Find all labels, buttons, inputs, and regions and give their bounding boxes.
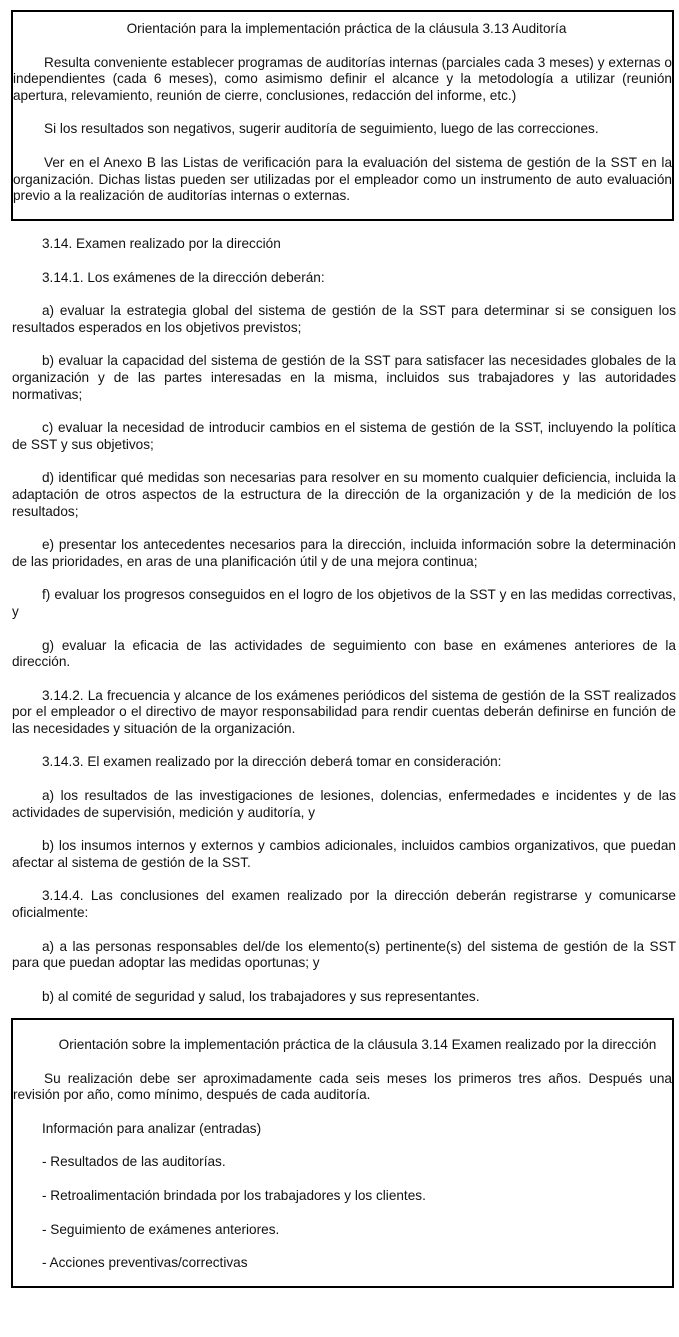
s1-item-a: a) evaluar la estrategia global del sistema de gestión de la SST para determinar si se consiguen los resultados esperados en los objetivos previstos; [12, 303, 676, 335]
s1-item-d: d) identificar qué medidas son necesarias para resolver en su momento cualquier deficiencia, incluida la adaptación de otros aspectos de la estructura de la dirección de la organización y de la medición de los resultados; [12, 470, 676, 519]
box2-title: Orientación sobre la implementación práctica de la cláusula 3.14 Examen realizado por la dirección [58, 1037, 657, 1052]
box1-paragraph-1: Resulta conveniente establecer programas de auditorías internas (parciales cada 3 meses) y externas o independientes (cada 6 meses), como asimismo definir el alcance y la metodología a utilizar (reunión apertura, relevamiento, reunión de cierre, conclusiones, redacción del informe, etc.) [13, 54, 672, 103]
box1-paragraph-2: Si los resultados son negativos, sugerir auditoría de seguimiento, luego de las correcciones. [44, 121, 599, 137]
box2-item-1: - Resultados de las auditorías. [42, 1154, 226, 1170]
s1-title: 3.14.1. Los exámenes de la dirección deberán: [42, 269, 325, 285]
box2-intro: Su realización debe ser aproximadamente cada seis meses los primeros tres años. Después una revisión por año, como mínimo, después de cada auditoría. [13, 1070, 672, 1103]
box1-title: Orientación para la implementación práctica de la cláusula 3.13 Auditoría [126, 21, 567, 36]
box2-item-2: - Retroalimentación brindada por los trabajadores y los clientes. [42, 1187, 426, 1203]
s4-title: 3.14.4. Las conclusiones del examen realizado por la dirección deberán registrarse y comunicarse oficialmente: [12, 888, 676, 921]
s3-title: 3.14.3. El examen realizado por la dirección deberá tomar en consideración: [42, 754, 502, 770]
s1-item-g: g) evaluar la eficacia de las actividades de seguimiento con base en exámenes anteriores de la dirección. [12, 637, 676, 670]
s4-item-b: b) al comité de seguridad y salud, los trabajadores y sus representantes. [42, 988, 480, 1004]
main-content [12, 236, 676, 1022]
s1-item-f: f) evaluar los progresos conseguidos en el logro de los objetivos de la SST y en las medidas correctivas, y [12, 587, 676, 619]
section-title: 3.14. Examen realizado por la dirección [42, 236, 281, 251]
s4-item-a: a) a las personas responsables del/de los elemento(s) pertinente(s) del sistema de gestión de la SST para que puedan adoptar las medidas oportunas; y [12, 938, 676, 971]
box2-item-3: - Seguimiento de exámenes anteriores. [42, 1221, 280, 1237]
s1-item-b: b) evaluar la capacidad del sistema de gestión de la SST para satisfacer las necesidades globales de la organización y de las partes interesadas en la misma, incluidos sus trabajadores y las autoridades normativas; [12, 353, 676, 402]
s3-item-b: b) los insumos internos y externos y cambios adicionales, incluidos cambios organizativos, que puedan afectar al sistema de gestión de la SST. [12, 838, 676, 870]
s2-paragraph: 3.14.2. La frecuencia y alcance de los exámenes periódicos del sistema de gestión de la SST realizados por el empleador o el directivo de mayor responsabilidad para rendir cuentas deberán definirse en función de las necesidades y situación de la organización. [12, 687, 676, 736]
guidance-box-3-13 [11, 10, 674, 221]
box2-list-title: Información para analizar (entradas) [42, 1120, 262, 1136]
box2-item-4: - Acciones preventivas/correctivas [42, 1255, 248, 1271]
s1-item-e: e) presentar los antecedentes necesarios para la dirección, incluida información sobre la determinación de las prioridades, en aras de una planificación útil y de una mejora continua; [12, 537, 676, 569]
guidance-box-3-14 [11, 1018, 674, 1288]
s1-item-c: c) evaluar la necesidad de introducir cambios en el sistema de gestión de la SST, incluyendo la política de SST y sus objetivos; [12, 420, 676, 452]
box1-paragraph-3: Ver en el Anexo B las Listas de verificación para la evaluación del sistema de gestión de la SST en la organización. Dichas listas pueden ser utilizadas por el empleador como un instrumento de auto evaluación previo a la realización de auditorías internas o externas. [13, 154, 672, 204]
s3-item-a: a) los resultados de las investigaciones de lesiones, dolencias, enfermedades e incidentes y de las actividades de supervisión, medición y auditoría, y [12, 788, 676, 820]
